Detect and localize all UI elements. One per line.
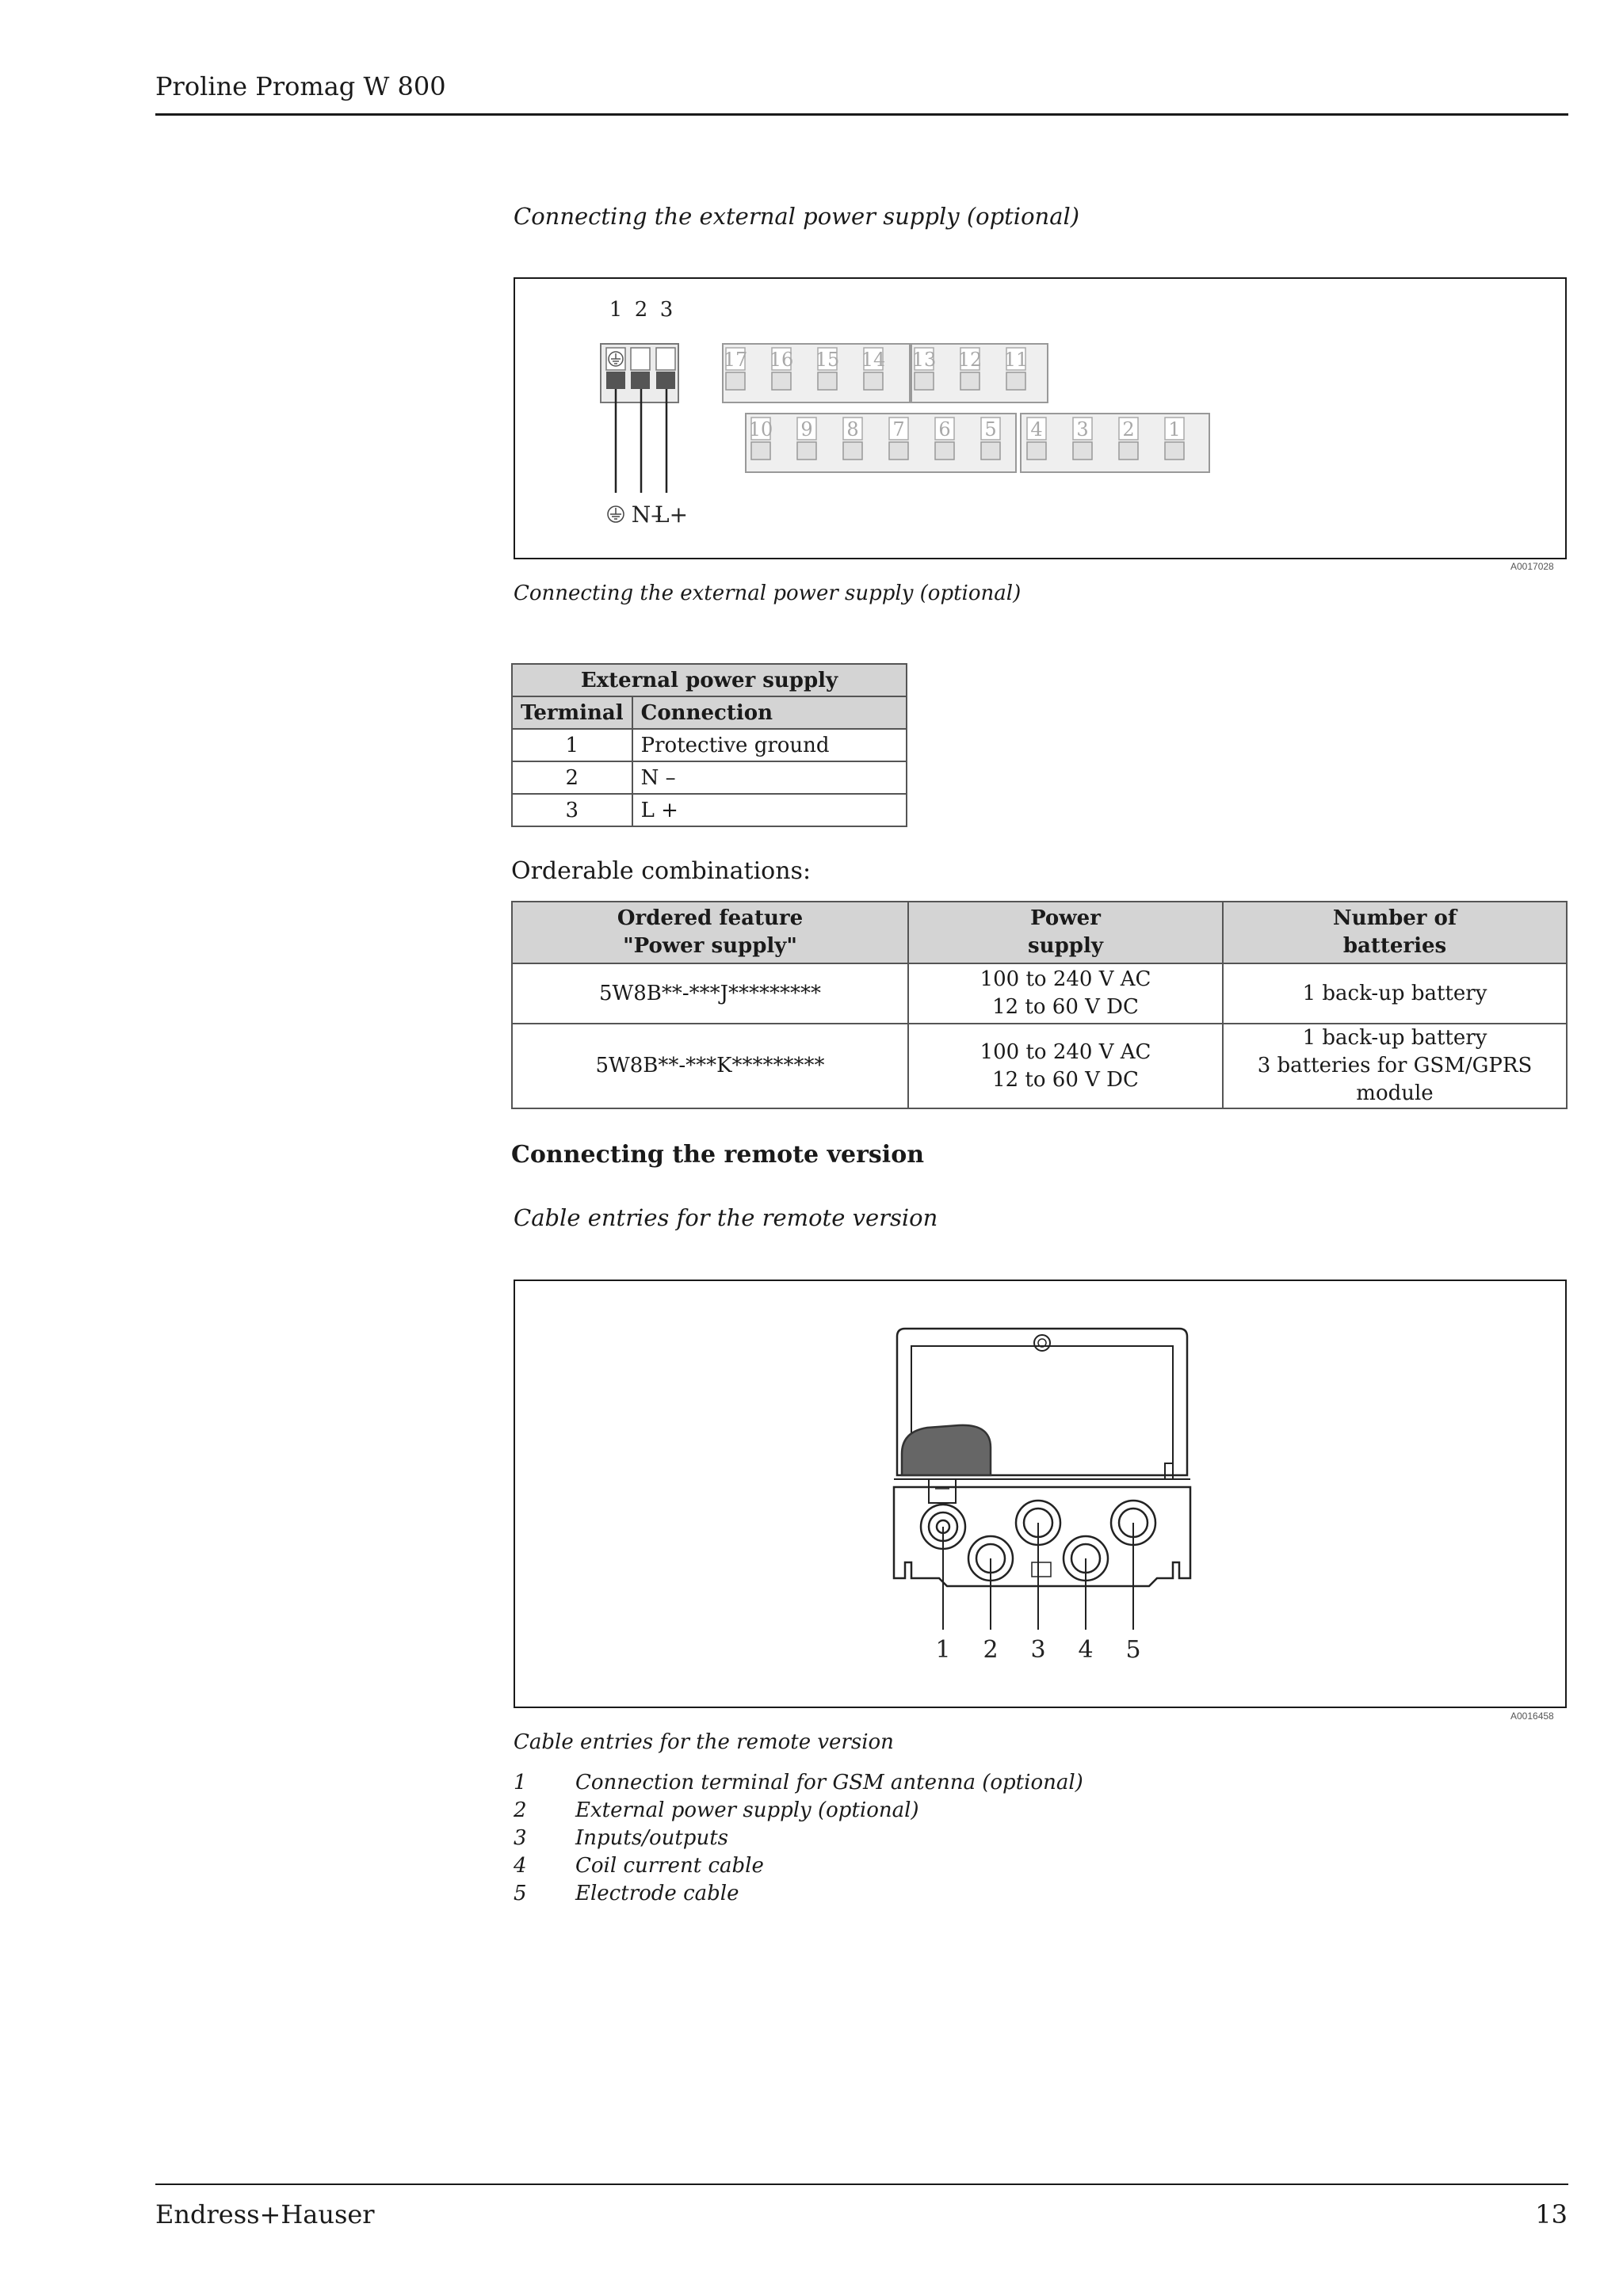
supply-cell <box>908 963 1223 1024</box>
terminal-number: 12 <box>957 349 983 371</box>
terminal-cell <box>815 348 840 390</box>
terminal-number: 7 <box>892 418 905 441</box>
terminal-cell <box>1165 418 1184 460</box>
legend-number: 2 <box>514 1798 527 1822</box>
terminal-number: 11 <box>1003 349 1029 371</box>
legend-number: 4 <box>514 1854 527 1878</box>
terminal-cell <box>769 348 794 390</box>
figure-cable-entries <box>514 1280 1567 1708</box>
connection-cell: Protective ground <box>632 729 907 761</box>
legend-text: Electrode cable <box>575 1882 739 1905</box>
legend-text: Connection terminal for GSM antenna (optional) <box>575 1771 1083 1794</box>
header-line: supply <box>1028 934 1103 958</box>
terminal-cell: 2 <box>512 761 632 794</box>
wire-label-neutral: N– <box>631 502 663 528</box>
terminal-number: 3 <box>1076 418 1089 441</box>
supply-line: 100 to 240 V AC <box>980 1039 1151 1064</box>
legend-text: Inputs/outputs <box>575 1826 728 1850</box>
terminal-number: 3 <box>659 298 674 322</box>
page-number: 13 <box>1535 2199 1568 2229</box>
supply-cell <box>908 1024 1223 1108</box>
feature-cell: 5W8B**-***K********* <box>512 1024 908 1108</box>
callout-number: 4 <box>1078 1636 1094 1664</box>
legend-number: 1 <box>514 1771 527 1794</box>
orderable-combinations-table <box>511 901 1568 1109</box>
header-rule <box>155 113 1568 116</box>
callout-number: 5 <box>1125 1636 1141 1664</box>
column-header-terminal: Terminal <box>512 696 632 729</box>
terminal-cell <box>1027 418 1046 460</box>
terminal-number: 9 <box>800 418 813 441</box>
column-header-ordered-feature <box>512 902 908 963</box>
terminal-number: 8 <box>846 418 859 441</box>
batteries-cell <box>1223 1024 1567 1108</box>
legend-number: 3 <box>514 1826 527 1850</box>
terminal-cell <box>935 418 954 460</box>
legend-item <box>514 1854 764 1878</box>
table-row <box>512 1024 1567 1108</box>
external-power-supply-table <box>511 663 907 827</box>
table-row <box>512 761 907 794</box>
header-line: Number of <box>1332 906 1457 930</box>
column-header-power-supply <box>908 902 1223 963</box>
terminal-cell <box>861 348 886 390</box>
terminal-number: 1 <box>1168 418 1181 441</box>
legend-text: External power supply (optional) <box>575 1798 919 1822</box>
terminal-number: 13 <box>911 349 937 371</box>
legend-item <box>514 1771 1083 1794</box>
footer-rule <box>155 2183 1568 2185</box>
section-caption-power-supply: Connecting the external power supply (optional) <box>514 203 1080 230</box>
legend-item <box>514 1882 739 1905</box>
callout-number: 1 <box>935 1636 951 1664</box>
orderable-combinations-label: Orderable combinations: <box>511 857 812 885</box>
document-header-title: Proline Promag W 800 <box>155 71 446 101</box>
housing-diagram <box>515 1281 1565 1707</box>
housing-outline <box>894 1329 1190 1586</box>
terminal-cell <box>1119 418 1138 460</box>
terminal-number: 10 <box>748 418 773 441</box>
terminal-cell <box>724 348 748 390</box>
legend-text: Coil current cable <box>575 1854 764 1878</box>
terminal-number: 2 <box>1122 418 1135 441</box>
terminal-cell <box>749 418 773 460</box>
figure-caption-cable-entries: Cable entries for the remote version <box>514 1730 894 1754</box>
terminal-number: 2 <box>634 298 648 322</box>
column-header-connection: Connection <box>632 696 907 729</box>
terminal-cell <box>958 348 983 390</box>
wiring-diagram <box>515 279 1565 558</box>
io-terminal-block-upper <box>723 344 1048 402</box>
terminal-cell: 1 <box>512 729 632 761</box>
supply-line: 100 to 240 V AC <box>980 967 1151 991</box>
connection-cell: N – <box>632 761 907 794</box>
terminal-cell <box>981 418 1000 460</box>
header-line: Power <box>1030 906 1101 930</box>
io-terminal-block-lower <box>746 414 1209 472</box>
table-row <box>512 794 907 826</box>
batteries-line: 1 back-up battery <box>1302 1026 1487 1050</box>
terminal-number: 17 <box>723 349 748 371</box>
terminal-number: 5 <box>984 418 997 441</box>
terminal-number: 16 <box>769 349 794 371</box>
figure-caption-power-supply: Connecting the external power supply (optional) <box>514 582 1022 605</box>
wire-label-line: L+ <box>654 502 689 528</box>
terminal-number: 15 <box>815 349 840 371</box>
supply-line: 12 to 60 V DC <box>992 1067 1139 1092</box>
terminal-cell <box>889 418 908 460</box>
figure-id: A0016458 <box>1510 1711 1554 1722</box>
table-row <box>512 963 1567 1024</box>
terminal-cell <box>1004 348 1029 390</box>
figure-power-supply-wiring <box>514 277 1567 559</box>
callout-number: 2 <box>983 1636 999 1664</box>
terminal-number: 1 <box>609 298 623 322</box>
table-title: External power supply <box>512 664 907 696</box>
terminal-number: 4 <box>1030 418 1043 441</box>
terminal-cell <box>912 348 937 390</box>
legend-number: 5 <box>514 1882 527 1905</box>
terminal-number: 14 <box>861 349 886 371</box>
terminal-cell: 3 <box>512 794 632 826</box>
supply-line: 12 to 60 V DC <box>992 995 1139 1019</box>
legend-item <box>514 1826 728 1850</box>
batteries-cell: 1 back-up battery <box>1223 963 1567 1024</box>
terminal-number: 6 <box>938 418 951 441</box>
footer-company: Endress+Hauser <box>155 2199 375 2229</box>
ground-symbol-icon <box>608 506 624 522</box>
header-line: batteries <box>1342 934 1447 958</box>
batteries-line: 3 batteries for GSM/GPRS module <box>1257 1054 1533 1105</box>
terminal-cell <box>843 418 862 460</box>
feature-cell: 5W8B**-***J********* <box>512 963 908 1024</box>
legend-item <box>514 1798 919 1822</box>
section-caption-cable-entries: Cable entries for the remote version <box>514 1204 938 1231</box>
callout-number: 3 <box>1030 1636 1046 1664</box>
connection-cell: L + <box>632 794 907 826</box>
terminal-cell <box>1073 418 1092 460</box>
figure-id: A0017028 <box>1510 561 1554 572</box>
section-heading-remote-version: Connecting the remote version <box>511 1141 925 1169</box>
header-line: "Power supply" <box>623 934 797 958</box>
table-row <box>512 729 907 761</box>
terminal-cell <box>797 418 816 460</box>
header-line: Ordered feature <box>617 906 804 930</box>
column-header-number-of-batteries <box>1223 902 1567 963</box>
